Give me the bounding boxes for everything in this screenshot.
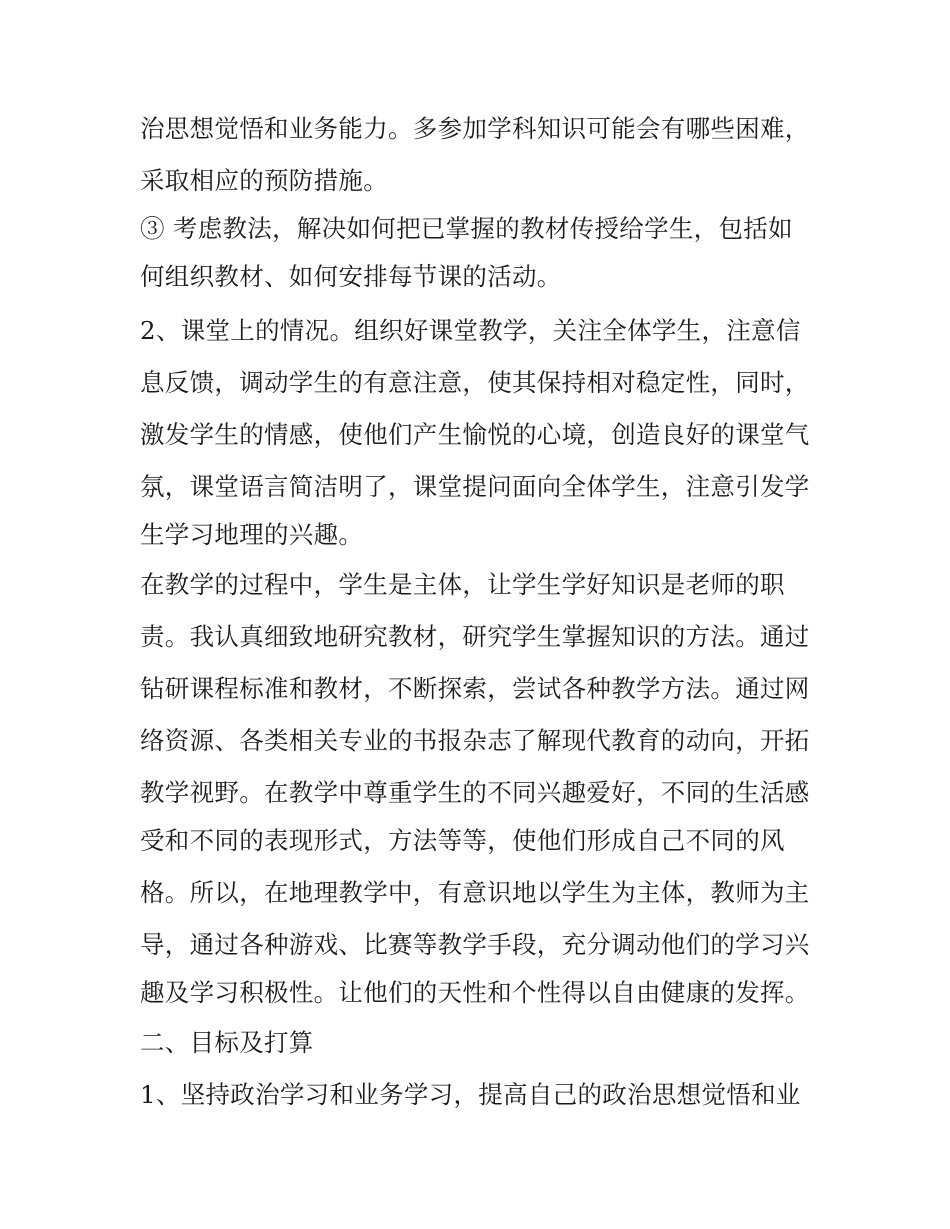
text-line: 激发学生的情感，使他们产生愉悦的心境，创造良好的课堂气 [140,420,810,449]
text-line: ③ 考虑教法，解决如何把已掌握的教材传授给学生，包括如 [140,214,793,243]
text-line: 责。我认真细致地研究教材，研究学生掌握知识的方法。通过 [140,622,810,651]
text-line: 氛，课堂语言简洁明了，课堂提问面向全体学生，注意引发学 [140,472,810,501]
text-line: 趣及学习积极性。让他们的天性和个性得以自由健康的发挥。 [140,978,810,1007]
text-line: 教学视野。在教学中尊重学生的不同兴趣爱好，不同的生活感 [140,778,810,807]
text-line: 1、坚持政治学习和业务学习，提高自己的政治思想觉悟和业 [140,1080,801,1109]
text-line: 2、课堂上的情况。组织好课堂教学，关注全体学生，注意信 [140,316,801,345]
text-line: 导，通过各种游戏、比赛等教学手段，充分调动他们的学习兴 [140,930,810,959]
text-line: 采取相应的预防措施。 [140,166,388,195]
text-line: 在教学的过程中，学生是主体，让学生学好知识是老师的职 [140,570,785,599]
text-line: 格。所以，在地理教学中，有意识地以学生为主体，教师为主 [140,878,810,907]
text-line: 钻研课程标准和教材，不断探索，尝试各种教学方法。通过网 [140,674,810,703]
text-line: 何组织教材、如何安排每节课的活动。 [140,262,562,291]
text-line: 受和不同的表现形式，方法等等，使他们形成自己不同的风 [140,826,785,855]
text-line: 治思想觉悟和业务能力。多参加学科知识可能会有哪些困难， [140,114,810,143]
section-heading: 二、目标及打算 [140,1028,314,1057]
text-line: 络资源、各类相关专业的书报杂志了解现代教育的动向，开拓 [140,726,810,755]
text-line: 生学习地理的兴趣。 [140,520,364,549]
text-line: 息反馈，调动学生的有意注意，使其保持相对稳定性，同时， [140,368,810,397]
